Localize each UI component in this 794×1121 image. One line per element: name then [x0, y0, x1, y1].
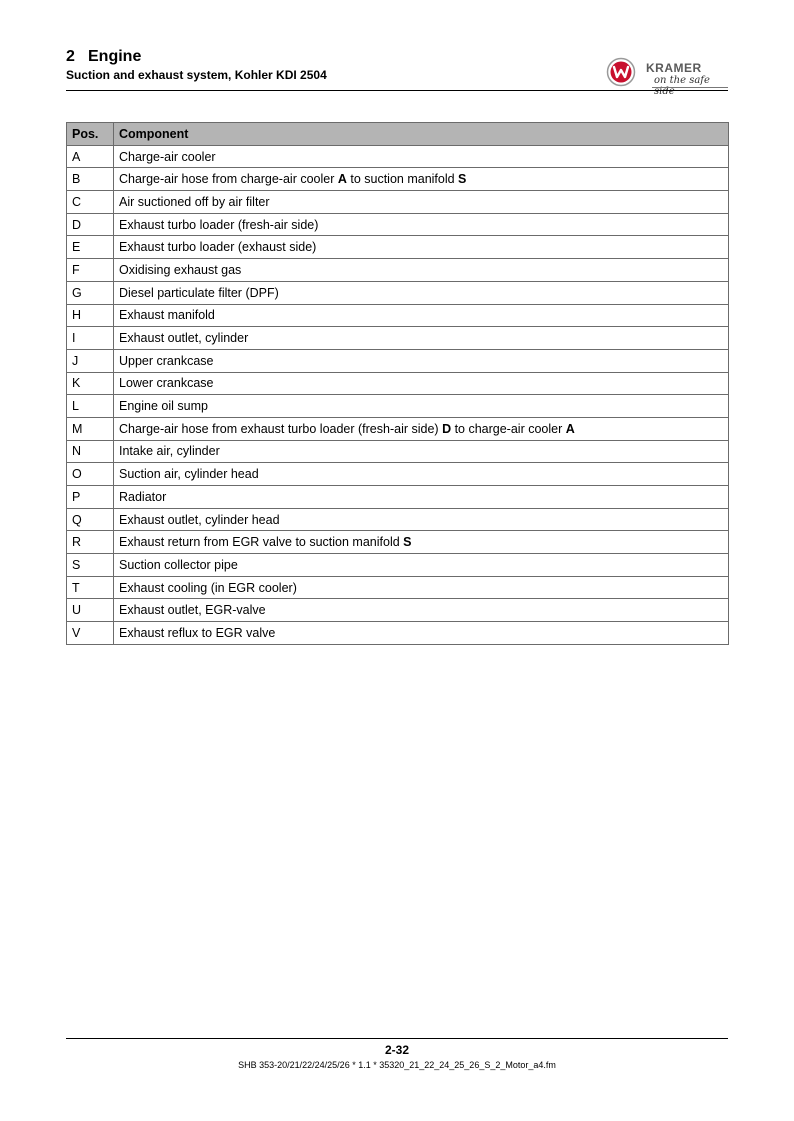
component-text: Exhaust turbo loader (exhaust side): [119, 240, 317, 255]
row-pos: P: [67, 486, 114, 509]
component-text: Exhaust manifold: [119, 308, 215, 323]
row-pos: N: [67, 440, 114, 463]
row-component: [114, 440, 729, 463]
row-pos: R: [67, 531, 114, 554]
row-component: [114, 327, 729, 350]
row-component: [114, 145, 729, 168]
row-component: [114, 463, 729, 486]
component-text: Charge-air cooler: [119, 149, 216, 164]
component-text: Exhaust outlet, cylinder head: [119, 512, 280, 527]
table-row: [67, 349, 729, 372]
page-number: 2-32: [384, 1043, 410, 1057]
row-component: [114, 576, 729, 599]
kramer-emblem-icon: [606, 57, 636, 87]
row-component: [114, 349, 729, 372]
component-text: Diesel particulate filter (DPF): [119, 285, 279, 300]
table-row: [67, 554, 729, 577]
row-component: [114, 486, 729, 509]
row-pos: U: [67, 599, 114, 622]
row-component: [114, 417, 729, 440]
logo-text: KRAMER: [646, 61, 702, 75]
row-component: [114, 599, 729, 622]
row-pos: E: [67, 236, 114, 259]
row-component: [114, 191, 729, 214]
component-text: Charge-air hose from exhaust turbo loader (fresh-air side): [119, 421, 443, 436]
table-row: [67, 304, 729, 327]
table-row: [67, 417, 729, 440]
component-text: Exhaust cooling (in EGR cooler): [119, 580, 297, 595]
table-row: [67, 281, 729, 304]
row-pos: F: [67, 259, 114, 282]
row-pos: H: [67, 304, 114, 327]
row-component: [114, 281, 729, 304]
row-pos: S: [67, 554, 114, 577]
table-row: [67, 508, 729, 531]
logo-slogan: on the safe side: [654, 75, 710, 97]
row-component: [114, 395, 729, 418]
component-text: Upper crankcase: [119, 353, 214, 368]
document-reference: SHB 353-20/21/22/24/25/26 * 1.1 * 35320_21_22_24_25_26_S_2_Motor_a4.fm: [238, 1060, 556, 1070]
table-row: [67, 486, 729, 509]
logo-underline: [652, 87, 728, 88]
component-ref: A: [565, 421, 575, 436]
component-ref: S: [458, 172, 467, 187]
component-text: Oxidising exhaust gas: [119, 262, 242, 277]
component-text: Exhaust outlet, cylinder: [119, 331, 249, 346]
component-text: Engine oil sump: [119, 399, 208, 414]
row-component: [114, 168, 729, 191]
table-header-row: [67, 123, 729, 146]
component-ref: S: [403, 535, 412, 550]
row-pos: L: [67, 395, 114, 418]
chapter-heading: [66, 48, 141, 66]
row-component: [114, 554, 729, 577]
table-row: [67, 236, 729, 259]
chapter-title: Engine: [88, 48, 142, 65]
table-row: [67, 372, 729, 395]
component-text: Suction air, cylinder head: [119, 467, 259, 482]
table-row: [67, 191, 729, 214]
row-pos: C: [67, 191, 114, 214]
table-row: [67, 531, 729, 554]
table-row: [67, 576, 729, 599]
row-pos: O: [67, 463, 114, 486]
table-row: [67, 145, 729, 168]
table-row: [67, 599, 729, 622]
table-row: [67, 259, 729, 282]
column-header-pos: Pos.: [67, 123, 114, 146]
component-text: to suction manifold: [346, 172, 459, 187]
chapter-number: 2: [66, 48, 75, 65]
component-table: [66, 122, 729, 645]
row-pos: J: [67, 349, 114, 372]
row-pos: A: [67, 145, 114, 168]
row-component: [114, 213, 729, 236]
row-pos: Q: [67, 508, 114, 531]
header-divider: [66, 90, 728, 91]
row-component: [114, 508, 729, 531]
table-row: [67, 168, 729, 191]
component-text: Intake air, cylinder: [119, 444, 220, 459]
component-text: Exhaust reflux to EGR valve: [119, 625, 276, 640]
component-ref: D: [442, 421, 452, 436]
component-text: Lower crankcase: [119, 376, 214, 391]
component-text: Radiator: [119, 489, 167, 504]
row-pos: T: [67, 576, 114, 599]
row-pos: V: [67, 622, 114, 645]
component-text: Exhaust outlet, EGR-valve: [119, 603, 266, 618]
column-header-component: Component: [114, 123, 729, 146]
kramer-logo: [604, 56, 728, 97]
row-pos: D: [67, 213, 114, 236]
row-pos: I: [67, 327, 114, 350]
component-text: Suction collector pipe: [119, 557, 238, 572]
component-text: Exhaust return from EGR valve to suction manifold: [119, 535, 404, 550]
row-component: [114, 372, 729, 395]
component-text: Charge-air hose from charge-air cooler: [119, 172, 338, 187]
row-pos: G: [67, 281, 114, 304]
row-component: [114, 259, 729, 282]
component-ref: A: [337, 172, 347, 187]
row-pos: B: [67, 168, 114, 191]
footer-divider: [66, 1038, 728, 1039]
component-text: Air suctioned off by air filter: [119, 194, 270, 209]
row-component: [114, 236, 729, 259]
table-row: [67, 327, 729, 350]
row-component: [114, 622, 729, 645]
row-pos: M: [67, 417, 114, 440]
row-component: [114, 531, 729, 554]
table-row: [67, 395, 729, 418]
component-text: Exhaust turbo loader (fresh-air side): [119, 217, 319, 232]
table-row: [67, 440, 729, 463]
table-row: [67, 622, 729, 645]
row-component: [114, 304, 729, 327]
table-row: [67, 463, 729, 486]
row-pos: K: [67, 372, 114, 395]
component-text: to charge-air cooler: [451, 421, 566, 436]
table-row: [67, 213, 729, 236]
section-subtitle: Suction and exhaust system, Kohler KDI 2504: [66, 68, 327, 82]
